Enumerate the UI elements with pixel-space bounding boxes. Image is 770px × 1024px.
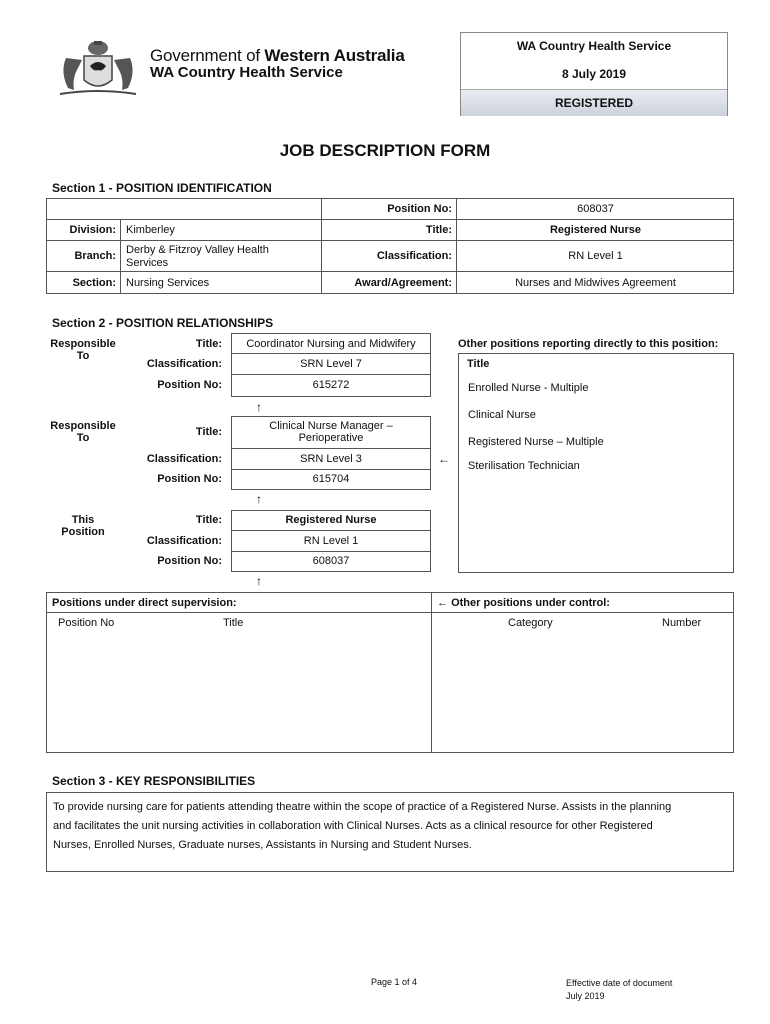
award-value: Nurses and Midwives Agreement (515, 277, 676, 289)
section1-heading: Section 1 - POSITION IDENTIFICATION (52, 181, 272, 195)
section-value: Nursing Services (126, 277, 210, 289)
resp1-classification: SRN Level 7 (300, 358, 362, 370)
wa-crest-logo (56, 38, 140, 102)
page-number: Page 1 of 4 (371, 977, 418, 987)
resp2-class-label: Classification: (146, 453, 222, 465)
this-title: Registered Nurse (285, 514, 377, 526)
resp2-classification: SRN Level 3 (300, 453, 362, 465)
supervision-heading: Positions under direct supervision: (52, 597, 237, 609)
ctrl-col-number: Number (662, 617, 702, 629)
resp1-title: Coordinator Nursing and Midwifery (246, 338, 416, 350)
agency-line: WA Country Health Service (150, 64, 343, 81)
effective-date-l2: July 2019 (566, 991, 605, 1001)
other-position-item: Enrolled Nurse - Multiple (468, 382, 589, 394)
resp1-label-l2: To (76, 350, 90, 362)
other-positions-heading: Other positions reporting directly to this position: (458, 338, 719, 350)
left-arrow-icon: ← (437, 597, 448, 609)
section3-heading: Section 3 - KEY RESPONSIBILITIES (52, 774, 256, 788)
resp1-pos-label: Position No: (157, 379, 222, 391)
control-heading (437, 597, 610, 609)
title-label: Title: (425, 224, 452, 236)
responsibilities-line1: To provide nursing care for patients attending theatre within the scope of practice of a Registered Nurse. Assists in the planning (53, 801, 672, 813)
this-position-label (44, 514, 122, 538)
division-label: Division: (69, 224, 116, 236)
this-class-label: Classification: (146, 535, 222, 547)
this-position-no: 608037 (312, 555, 350, 567)
stamp-date: 8 July 2019 (561, 67, 627, 81)
sup-col-title: Title (223, 617, 244, 629)
gov-bold: Western Australia (264, 46, 405, 65)
gov-prefix: Government of (150, 46, 265, 65)
this-pos-label: Position No: (157, 555, 222, 567)
resp1-label-l1: Responsible (50, 338, 116, 350)
resp2-title (232, 420, 430, 444)
effective-date (566, 977, 672, 1003)
title-value: Registered Nurse (549, 224, 642, 236)
resp1-title-label: Title: (195, 338, 222, 350)
control-heading-text: Other positions under control: (451, 597, 610, 609)
position-no-value: 608037 (577, 203, 614, 215)
resp2-label-l1: Responsible (50, 420, 116, 432)
position-no-label: Position No: (387, 203, 452, 215)
resp2-label-l2: To (76, 432, 90, 444)
this-label-l1: This (71, 514, 95, 526)
resp1-class-label: Classification: (146, 358, 222, 370)
stamp-service: WA Country Health Service (516, 39, 672, 53)
page-title: JOB DESCRIPTION FORM (279, 141, 491, 160)
up-arrow-icon: ↑ (256, 574, 262, 588)
sup-col-position-no: Position No (58, 617, 115, 629)
other-position-item: Clinical Nurse (468, 409, 536, 421)
resp2-label (44, 420, 122, 444)
award-label: Award/Agreement: (354, 277, 452, 289)
other-title-header: Title (467, 358, 490, 370)
up-arrow-icon: ↑ (256, 492, 262, 506)
supervision-table (46, 592, 734, 753)
resp2-pos-label: Position No: (157, 473, 222, 485)
this-label-l2: Position (61, 526, 105, 538)
resp1-position-no: 615272 (312, 379, 350, 391)
division-value: Kimberley (126, 224, 175, 236)
resp1-label (44, 338, 122, 362)
effective-date-l1: Effective date of document (566, 978, 673, 988)
up-arrow-icon: ↑ (256, 400, 262, 414)
resp2-title-l2: Perioperative (298, 432, 364, 444)
left-arrow-icon: ← (438, 452, 450, 466)
registration-stamp (460, 32, 728, 116)
section2-heading: Section 2 - POSITION RELATIONSHIPS (52, 316, 274, 330)
resp2-title-label: Title: (195, 426, 222, 438)
section-label: Section: (72, 277, 116, 289)
resp2-position-no: 615704 (312, 473, 350, 485)
resp2-title-l1: Clinical Nurse Manager – (269, 420, 393, 432)
other-position-item: Registered Nurse – Multiple (468, 436, 604, 448)
branch-value-line1: Derby & Fitzroy Valley Health (126, 244, 269, 256)
branch-label: Branch: (74, 250, 116, 262)
responsibilities-line3: Nurses, Enrolled Nurses, Graduate nurses, Assistants in Nursing and Student Nurses. (53, 839, 472, 851)
branch-value-line2: Services (126, 257, 169, 269)
classification-label: Classification: (376, 250, 452, 262)
this-title-label: Title: (195, 514, 222, 526)
other-position-item: Sterilisation Technician (468, 460, 580, 472)
ctrl-col-category: Category (508, 617, 553, 629)
this-classification: RN Level 1 (303, 535, 359, 547)
responsibilities-line2: and facilitates the unit nursing activities in collaboration with Clinical Nurses. Acts as a clinical resource for other Registered (53, 820, 653, 832)
stamp-status: REGISTERED (554, 96, 633, 110)
classification-value: RN Level 1 (568, 250, 623, 262)
government-line (150, 46, 405, 66)
